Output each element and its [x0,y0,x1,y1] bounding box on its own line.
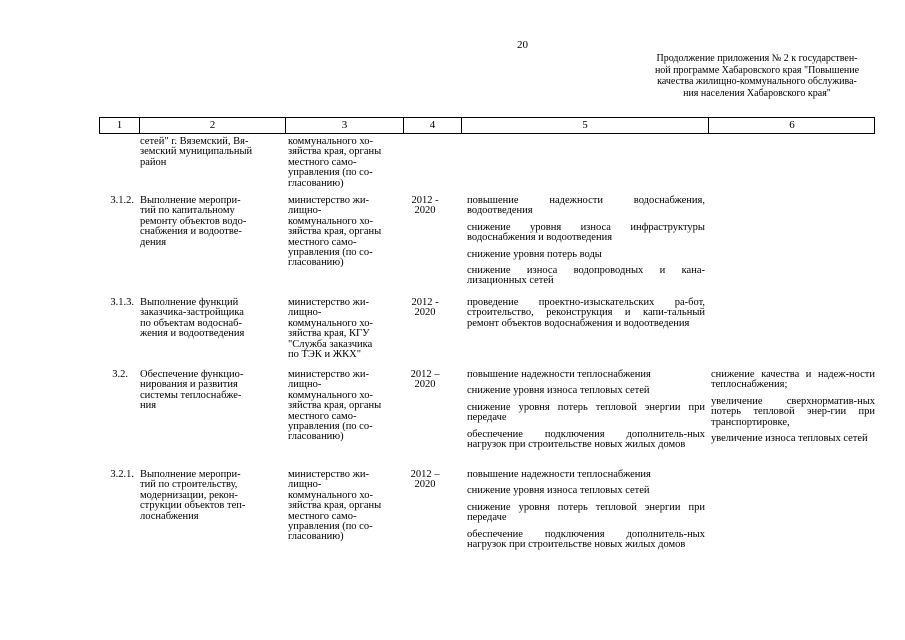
result-item: повышение надежности водоснабжения, водоотведения [467,195,705,217]
result-item: снижение износа водопроводных и кана-лизационных сетей [467,265,705,287]
column-header-2: 2 [140,118,286,133]
result-item: снижение уровня износа инфраструктуры водоснабжения и водоотведения [467,221,705,244]
measure-line: снабжения и водоотве- [140,226,242,238]
executor-line: местного само- [288,236,357,248]
executor-line: управления (по со- [288,167,373,179]
executor-cell [288,470,401,543]
measure-line: заказчика-застройщика [140,307,244,319]
column-header-6: 6 [789,119,795,131]
result-item: обеспечение подключения дополнитель-ных нагрузок при строительстве новых жилых домов [467,428,705,451]
measure-cell [140,298,278,340]
executor-line: управления (по со- [288,421,373,433]
header-note-line: Продолжение приложения № 2 к государствен- [656,53,858,64]
result-item: проведение проектно-изыскательских ра-бот, строительство, реконструкция и капи-тальный ремонт объектов водоснабжения и водоотведения [467,297,705,329]
consequences-cell [711,370,875,450]
executor-line: по ТЭК и ЖКХ" [288,349,361,361]
executor-line: зяйства края, органы [288,400,382,412]
executor-line: гласованию) [288,431,344,443]
measure-line: жения и водоотведения [140,328,245,340]
header-note-line: качества жилищно-коммунального обслужива- [657,76,857,87]
measure-line: системы теплоснабже- [140,389,242,401]
column-header-3: 3 [286,118,404,133]
results-cell [467,370,705,456]
result-item: повышение надежности теплоснабжения [467,369,651,380]
column-header-4: 4 [404,118,462,133]
measure-line: Выполнение функций [140,297,239,308]
consequence-item: увеличение сверхнорматив-ных потерь тепловой энер-гии при транспортировке, [711,395,875,428]
executor-cell [288,298,401,360]
result-item: повышение надежности теплоснабжения [467,469,651,480]
measure-line: по объектам водоснаб- [140,317,242,329]
executor-line: местного само- [288,156,357,168]
measure-line: струкции объектов теп- [140,500,246,512]
executor-line: местного само- [288,510,357,522]
executor-line: коммунального хо- [288,317,373,329]
measure-cell [140,196,278,248]
result-item: обеспечение подключения дополнитель-ных нагрузок при строительстве новых жилых домов [467,528,705,551]
executor-line: зяйства края, органы [288,226,382,238]
executor-line: зяйства края, КГУ [288,328,370,340]
executor-line: гласованию) [288,531,344,543]
executor-line: лищно- [288,379,322,391]
header-note [632,53,882,99]
executor-line: местного само- [288,410,357,422]
measure-line: Обеспечение функцио- [140,369,244,380]
measure-line: дения [140,236,167,248]
executor-line: министерство жи- [288,369,370,380]
row-number: 3.1.3. [110,297,134,308]
period-line: 2012 – [410,469,440,480]
executor-cell [288,196,401,269]
row-number: 3.2.1. [110,469,134,480]
result-item: снижение уровня потерь воды [467,248,602,260]
period-line: 2012 – [410,369,440,380]
executor-line: зяйства края, органы [288,146,382,158]
row-number: 3.1.2. [110,195,134,206]
results-cell [467,470,705,556]
period-line: 2020 [414,307,436,319]
executor-line: коммунального хо- [288,389,373,401]
executor-line: гласованию) [288,177,344,189]
header-note-line: ной программе Хабаровского края "Повышение [654,64,860,76]
measure-line: нирования и развития [140,379,238,391]
executor-cell [288,137,401,189]
result-item: снижение уровня потерь тепловой энергии при передаче [467,401,705,424]
measure-line: земский муниципальный [140,146,253,158]
column-header-1: 1 [100,118,140,133]
period-cell [403,298,447,319]
result-item: снижение уровня износа тепловых сетей [467,385,650,397]
measure-line: ния [140,400,157,412]
period-line: 2020 [414,479,436,491]
period-line: 2020 [414,379,436,391]
row-number: 3.2. [112,369,128,380]
period-cell [403,370,447,391]
executor-line: лищно- [288,307,322,319]
results-cell [467,196,705,293]
executor-line: зяйства края, органы [288,500,382,512]
measure-line: тий по строительству, [140,479,238,491]
executor-line: "Служба заказчика [288,338,373,350]
executor-line: управления (по со- [288,521,373,533]
consequence-item: увеличение износа тепловых сетей [711,433,868,445]
executor-line: гласованию) [288,257,344,269]
column-header-5: 5 [462,118,709,133]
consequence-item: снижение качества и надеж-ности теплоснабжения; [711,369,875,391]
executor-line: управления (по со- [288,247,373,259]
measure-line: тий по капитальному [140,205,235,217]
period-cell [403,470,447,491]
executor-line: лищно- [288,479,322,491]
executor-line: министерство жи- [288,195,370,206]
executor-line: министерство жи- [288,297,370,308]
result-item: снижение уровня износа тепловых сетей [467,485,650,497]
executor-line: коммунального хо- [288,136,373,147]
column-header-row [99,117,875,134]
measure-line: модернизации, рекон- [140,489,238,501]
header-note-line: ния населения Хабаровского края" [683,87,831,99]
executor-cell [288,370,401,443]
measure-line: лоснабжения [140,510,199,522]
period-cell [403,196,447,217]
measure-cell [140,370,278,412]
measure-line: ремонту объектов водо- [140,215,247,227]
period-line: 2012 - [411,195,439,206]
executor-line: коммунального хо- [288,215,373,227]
measure-line: Выполнение меропри- [140,469,241,480]
period-line: 2020 [414,205,436,217]
result-item: снижение уровня потерь тепловой энергии при передаче [467,501,705,524]
results-cell [467,298,705,335]
measure-line: Выполнение меропри- [140,195,241,206]
measure-line: район [140,156,167,168]
measure-cell [140,470,278,522]
measure-cell [140,137,278,168]
measure-line: сетей" г. Вяземский, Вя- [140,136,249,147]
page-number: 20 [517,39,528,51]
period-line: 2012 - [411,297,439,308]
executor-line: коммунального хо- [288,489,373,501]
executor-line: министерство жи- [288,469,370,480]
executor-line: лищно- [288,205,322,217]
